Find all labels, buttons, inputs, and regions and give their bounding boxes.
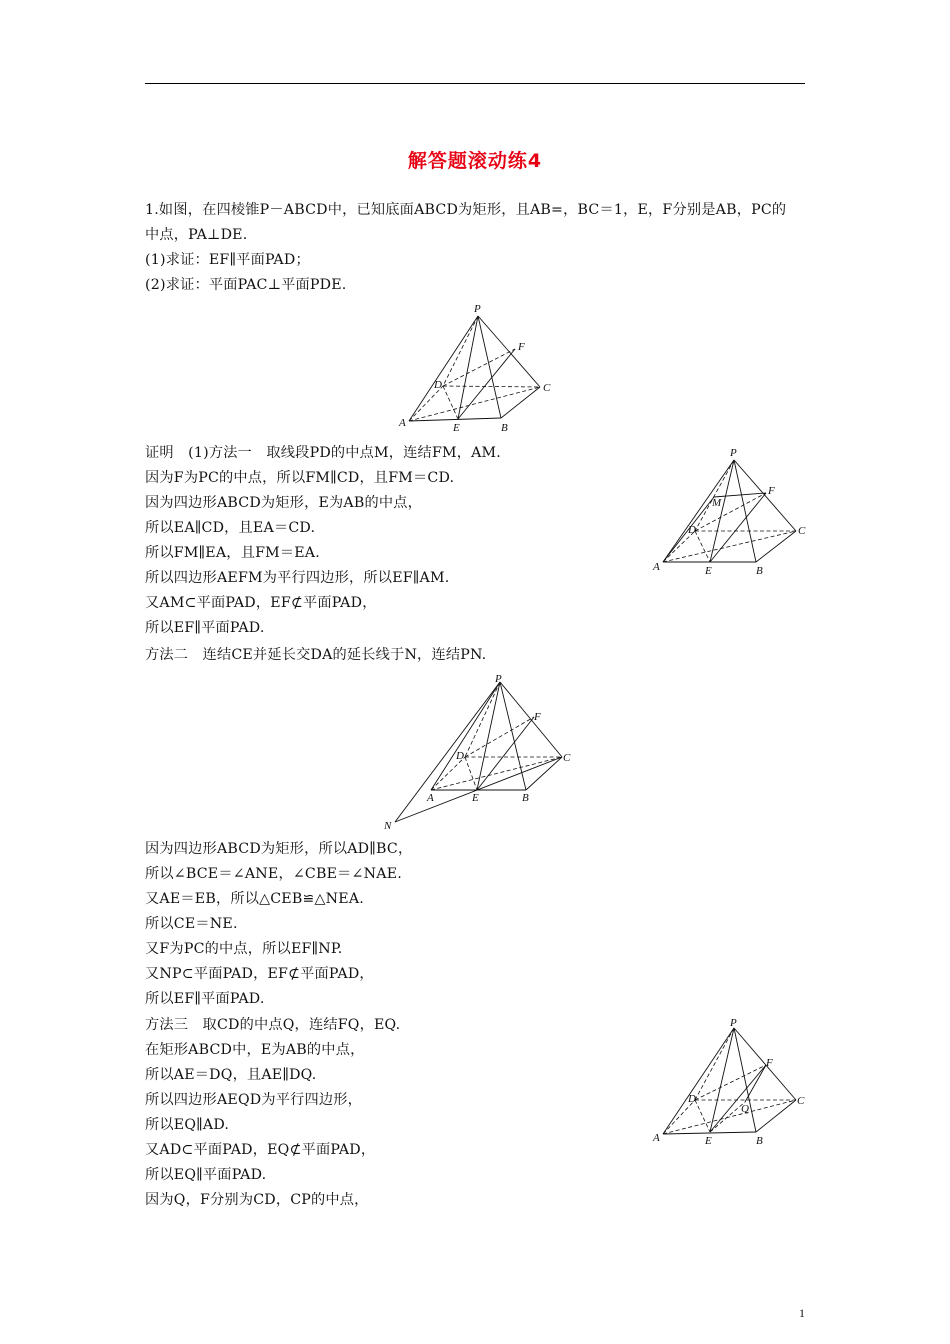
vertex-label: F	[768, 485, 775, 497]
text-line: 又AE＝EB，所以△CEB≌△NEA.	[145, 891, 364, 907]
text-line: 所以EQ∥AD.	[145, 1117, 230, 1133]
vertex-label: E	[705, 1135, 712, 1147]
vertex-label: P	[730, 447, 737, 459]
text-line: 因为Q，F分别为CD，CP的中点，	[145, 1192, 369, 1208]
text-line: 又AM⊂平面PAD，EF⊄平面PAD，	[145, 595, 377, 611]
text-line: 所以四边形AEFM为平行四边形，所以EF∥AM.	[145, 570, 450, 586]
text-line: 所以FM∥EA，且FM＝EA.	[145, 545, 320, 561]
vertex-label: P	[730, 1017, 737, 1029]
vertex-label: C	[563, 752, 571, 764]
text-line: 方法三 取CD的中点Q，连结FQ，EQ.	[145, 1017, 401, 1033]
vertex-label: F	[518, 341, 525, 353]
text-line: 1.如图，在四棱锥P－ABCD中，已知底面ABCD为矩形，且AB=，BC＝1，E，F分别是AB，PC的	[145, 202, 787, 218]
vertex-label: E	[705, 565, 712, 577]
vertex-label: B	[522, 792, 529, 804]
vertex-label: D	[688, 524, 696, 536]
text-line: 所以EF∥平面PAD.	[145, 620, 265, 636]
text-line: 证明 (1)方法一 取线段PD的中点M，连结FM，AM.	[145, 445, 501, 461]
vertex-label: F	[534, 711, 541, 723]
vertex-label: A	[399, 417, 406, 429]
text-line: 在矩形ABCD中，E为AB的中点，	[145, 1042, 365, 1058]
vertex-label: A	[653, 561, 660, 573]
vertex-label: C	[797, 1095, 805, 1107]
text-line: 又NP⊂平面PAD，EF⊄平面PAD，	[145, 966, 374, 982]
text-line: 所以EA∥CD，且EA＝CD.	[145, 520, 316, 536]
vertex-label: A	[427, 792, 434, 804]
vertex-label: C	[798, 525, 806, 537]
vertex-label: M	[712, 497, 722, 509]
pyramid-figure-4	[648, 1010, 818, 1150]
vertex-label: B	[756, 1135, 763, 1147]
vertex-label: D	[434, 379, 442, 391]
vertex-label: P	[474, 303, 481, 315]
text-line: 方法二 连结CE并延长交DA的延长线于N，连结PN.	[145, 647, 487, 663]
text-line: 所以CE＝NE.	[145, 916, 238, 932]
text-line: (1)求证：EF∥平面PAD；	[145, 252, 310, 268]
vertex-label: D	[456, 750, 464, 762]
vertex-label: F	[766, 1057, 773, 1069]
text-line: 因为F为PC的中点，所以FM∥CD，且FM＝CD.	[145, 470, 455, 486]
text-line: 所以∠BCE＝∠ANE，∠CBE＝∠NAE.	[145, 866, 402, 882]
vertex-label: E	[472, 792, 479, 804]
vertex-label: E	[453, 422, 460, 434]
text-line: 因为四边形ABCD为矩形，E为AB的中点，	[145, 495, 423, 511]
vertex-label: B	[501, 422, 508, 434]
text-line: 所以四边形AEQD为平行四边形，	[145, 1092, 363, 1108]
vertex-label: Q	[741, 1103, 749, 1115]
text-line: 所以AE＝DQ，且AE∥DQ.	[145, 1067, 317, 1083]
vertex-label: B	[756, 565, 763, 577]
vertex-label: D	[688, 1093, 696, 1105]
vertex-label: P	[495, 673, 502, 685]
text-line: 所以EF∥平面PAD.	[145, 991, 265, 1007]
pyramid-figure-3	[380, 670, 580, 835]
text-line: 所以EQ∥平面PAD.	[145, 1167, 267, 1183]
text-line: (2)求证：平面PAC⊥平面PDE.	[145, 277, 347, 293]
text-line: 因为四边形ABCD为矩形，所以AD∥BC，	[145, 841, 413, 857]
vertex-label: A	[653, 1132, 660, 1144]
pyramid-figure-2	[648, 440, 818, 580]
vertex-label: C	[543, 382, 551, 394]
vertex-label: N	[384, 820, 392, 832]
page-number: 1	[799, 1306, 805, 1320]
pyramid-figure-1	[395, 298, 565, 438]
text-line: 又AD⊂平面PAD，EQ⊄平面PAD，	[145, 1142, 376, 1158]
header-rule	[145, 83, 805, 84]
text-line: 中点，PA⊥DE.	[145, 227, 248, 243]
page-title: 解答题滚动练4	[407, 150, 543, 172]
text-line: 又F为PC的中点，所以EF∥NP.	[145, 941, 343, 957]
